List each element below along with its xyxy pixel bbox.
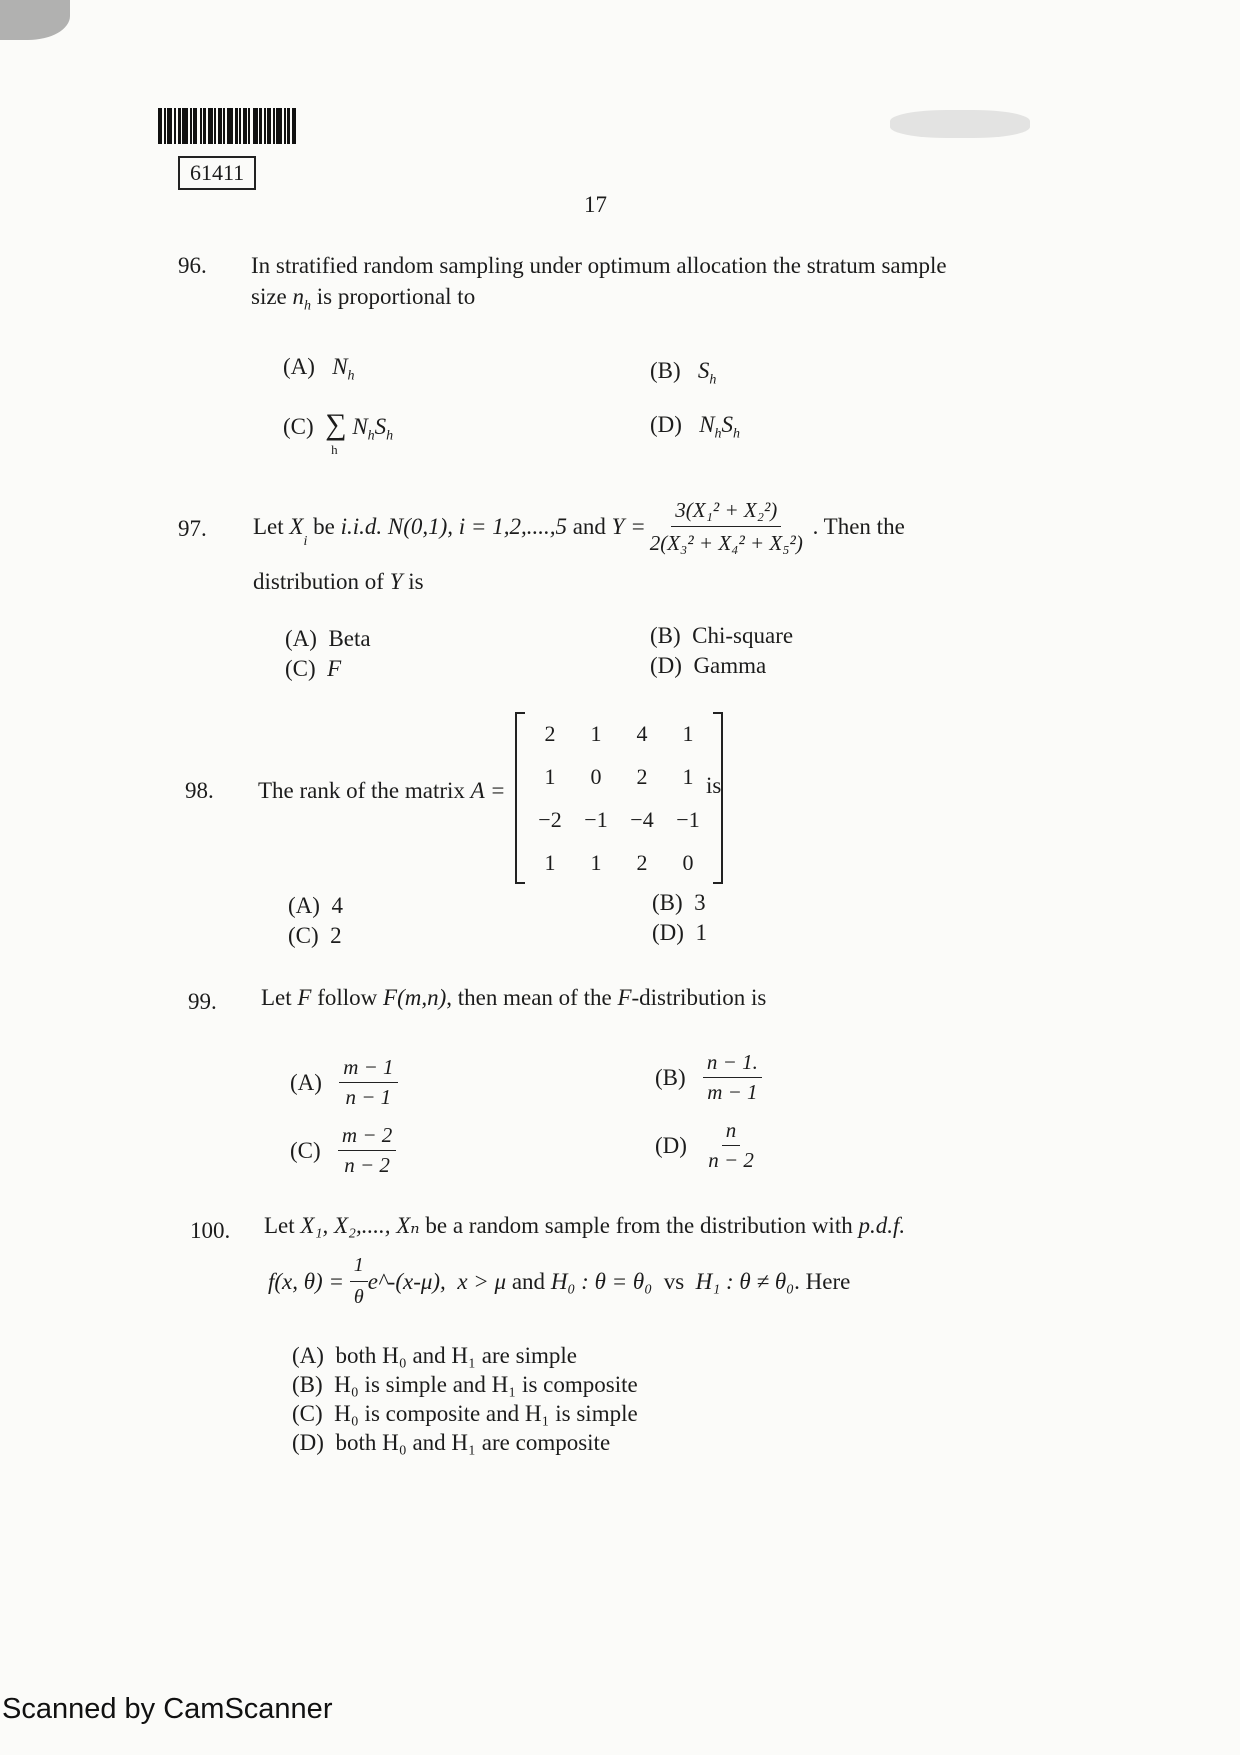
text-fragment: distribution of [253,569,384,594]
matrix-cell: 2 [544,720,556,746]
question-99-text [261,982,766,1013]
denominator: n − 1 [345,1085,392,1109]
matrix-cell: 2 [636,763,648,789]
barcode [158,108,296,144]
variables: X₁, X₂,...., Xₙ [300,1213,420,1238]
text-fragment: be [313,514,335,540]
question-100-line2 [268,1252,850,1311]
option-a[interactable] [283,354,355,385]
matrix-table [527,712,711,884]
option-var: S [721,412,734,437]
text-fragment: Let [253,514,284,540]
page-number: 17 [584,192,607,217]
text-fragment: vs [663,1268,685,1294]
option-label: (D) [655,1132,687,1158]
sigma-index: h [331,442,338,457]
option-b[interactable] [650,623,793,649]
denominator: n − 2 [344,1153,390,1177]
matrix-cell: −2 [538,806,562,832]
alt-hypothesis: H₁ : θ ≠ θ₀ [695,1268,795,1294]
sigma-glyph: ∑ [325,408,347,441]
option-a[interactable] [292,1343,577,1369]
variable: Y = [611,514,646,540]
option-label: (B) [655,1064,686,1090]
matrix-cell: 1 [544,849,556,875]
distribution: F(m,n) [383,985,447,1010]
question-line: In stratified random sampling under optimum allocation the stratum sample [251,253,947,278]
text-fragment: be a random sample from the distribution with [425,1213,853,1238]
text-fragment: Let [261,985,292,1010]
scan-smudge [0,0,70,40]
option-var: N [332,354,348,379]
null-hypothesis: H₀ : θ = θ₀ [550,1268,653,1294]
question-text [251,250,1031,317]
option-var: N [352,414,368,439]
pdf-exponential: e^-(x-μ), [367,1268,446,1294]
fraction [703,1050,762,1105]
option-text: 1 [695,920,707,945]
option-label: (D) [652,920,684,945]
question-97-line1 [253,496,1013,558]
matrix-cell: 1 [682,720,694,746]
question-number: 97. [178,516,207,541]
subscript: h [304,298,312,314]
matrix-row [527,755,711,798]
matrix-cell: −4 [630,806,654,832]
fraction [704,1118,758,1173]
question-number: 99. [188,989,217,1014]
matrix-cell: 4 [636,720,648,746]
fraction [339,1055,397,1110]
question-100-line1 [264,1210,905,1241]
variable: F [617,985,632,1010]
option-text: Gamma [693,653,767,678]
option-label: (A) [283,354,315,379]
option-label: (A) [290,1069,322,1095]
option-text: Beta [328,626,371,651]
option-label: (C) [290,1137,321,1163]
question-98-text [258,775,506,806]
option-var: N [699,412,715,437]
text-fragment: and [511,1268,546,1294]
option-a[interactable] [290,1055,398,1110]
variable: A = [470,778,506,803]
option-text: 2 [330,923,342,948]
question-number: 96. [178,253,207,278]
text-fragment: follow [317,985,378,1010]
matrix-cell: 2 [636,849,648,875]
option-b[interactable] [650,358,716,389]
option-c[interactable] [290,1123,396,1178]
option-label: (D) [292,1430,324,1455]
matrix-row [527,712,711,755]
option-c[interactable] [288,923,342,949]
denominator: n − 2 [708,1148,754,1172]
variable: X [289,514,304,540]
subscript: h [733,426,741,442]
sigma-symbol [325,408,347,457]
option-b[interactable] [655,1050,762,1105]
pdf-condition: x > μ [457,1268,507,1294]
variable: Y [389,569,403,594]
booklet-code: 61411 [178,156,256,190]
option-label: (A) [288,893,320,918]
option-label: (A) [292,1343,324,1368]
denominator: m − 1 [707,1080,758,1104]
matrix-cell: −1 [584,806,608,832]
subscript: h [367,428,375,444]
text-fragment: p.d.f. [858,1213,906,1238]
text-fragment: , then mean of the [446,985,612,1010]
option-text: H₀ is composite and H₁ is simple [334,1401,638,1426]
range: i = 1,2,....,5 [458,514,567,540]
fraction [350,1252,368,1311]
option-a[interactable] [288,893,343,919]
option-text: 3 [694,890,706,915]
scanner-watermark: Scanned by CamScanner [2,1693,333,1725]
option-text: 4 [331,893,343,918]
option-label: (D) [650,653,682,678]
option-d[interactable] [652,920,707,946]
variable: n [292,284,305,310]
option-b[interactable] [292,1372,638,1398]
matrix-cell: −1 [676,806,700,832]
option-label: (C) [283,414,314,439]
text-fragment: . Then the [812,514,905,540]
option-text: Chi-square [692,623,794,648]
option-c[interactable] [292,1401,638,1427]
numerator: 3(X₁² + X₂²) [671,496,781,527]
text-fragment: and [572,514,606,540]
scan-smudge [890,110,1030,138]
denominator: θ [353,1286,364,1308]
subscript: h [386,428,394,444]
matrix-a [515,712,723,884]
distribution: N(0,1), [387,514,454,540]
matrix-cell: 1 [682,763,694,789]
question-number: 98. [185,778,214,803]
option-d[interactable] [650,653,766,679]
text-fragment: Let [264,1213,295,1238]
question-line [251,281,1031,316]
denominator: 2(X₃² + X₄² + X₅²) [649,531,803,556]
text-fragment: . Here [794,1268,851,1294]
text-fragment: i.i.d. [340,514,383,540]
numerator: m − 2 [338,1123,396,1151]
option-b[interactable] [652,890,706,916]
option-a[interactable] [285,626,371,652]
matrix-cell: 1 [544,763,556,789]
numerator: n [722,1118,741,1146]
subscript: h [714,426,722,442]
option-text: H₀ is simple and H₁ is composite [334,1372,638,1397]
matrix-cell: 0 [682,849,694,875]
option-c[interactable] [283,408,394,457]
matrix-bracket-left [515,712,525,884]
option-d[interactable] [292,1430,610,1456]
matrix-cell: 1 [590,720,602,746]
option-label: (B) [292,1372,323,1397]
matrix-row [527,841,711,884]
option-text: both H₀ and H₁ are simple [335,1343,577,1368]
matrix-row [527,798,711,841]
matrix-cell: 1 [590,849,602,875]
subscript: i [303,533,308,549]
option-label: (D) [650,412,682,437]
option-text: both H₀ and H₁ are composite [335,1430,611,1455]
question-97-line2 [253,566,424,597]
numerator: 1 [350,1252,368,1282]
option-d[interactable] [650,412,740,443]
text-fragment: is proportional to [316,284,476,310]
text-fragment: is [408,569,424,594]
option-label: (B) [652,890,683,915]
text-fragment: -distribution is [631,985,767,1010]
option-label: (B) [650,358,681,383]
option-var: S [374,414,387,439]
text-fragment: The rank of the matrix [258,778,465,803]
option-text: F [327,656,342,681]
option-label: (B) [650,623,681,648]
fraction [646,496,807,558]
option-var: S [697,358,710,383]
question-number: 100. [190,1218,231,1243]
fraction [338,1123,396,1178]
option-label: (A) [285,626,317,651]
option-label: (C) [288,923,319,948]
option-label: (C) [285,656,316,681]
matrix-cell: 0 [590,763,602,789]
question-98-after: is [706,773,722,798]
option-label: (C) [292,1401,323,1426]
subscript: h [709,372,717,388]
numerator: n − 1. [703,1050,762,1078]
numerator: m − 1 [339,1055,397,1083]
text-fragment: size [251,284,287,310]
subscript: h [347,368,355,384]
option-d[interactable] [655,1118,758,1173]
option-c[interactable] [285,656,341,682]
pdf-lhs: f(x, θ) = [268,1268,344,1294]
variable: F [297,985,312,1010]
